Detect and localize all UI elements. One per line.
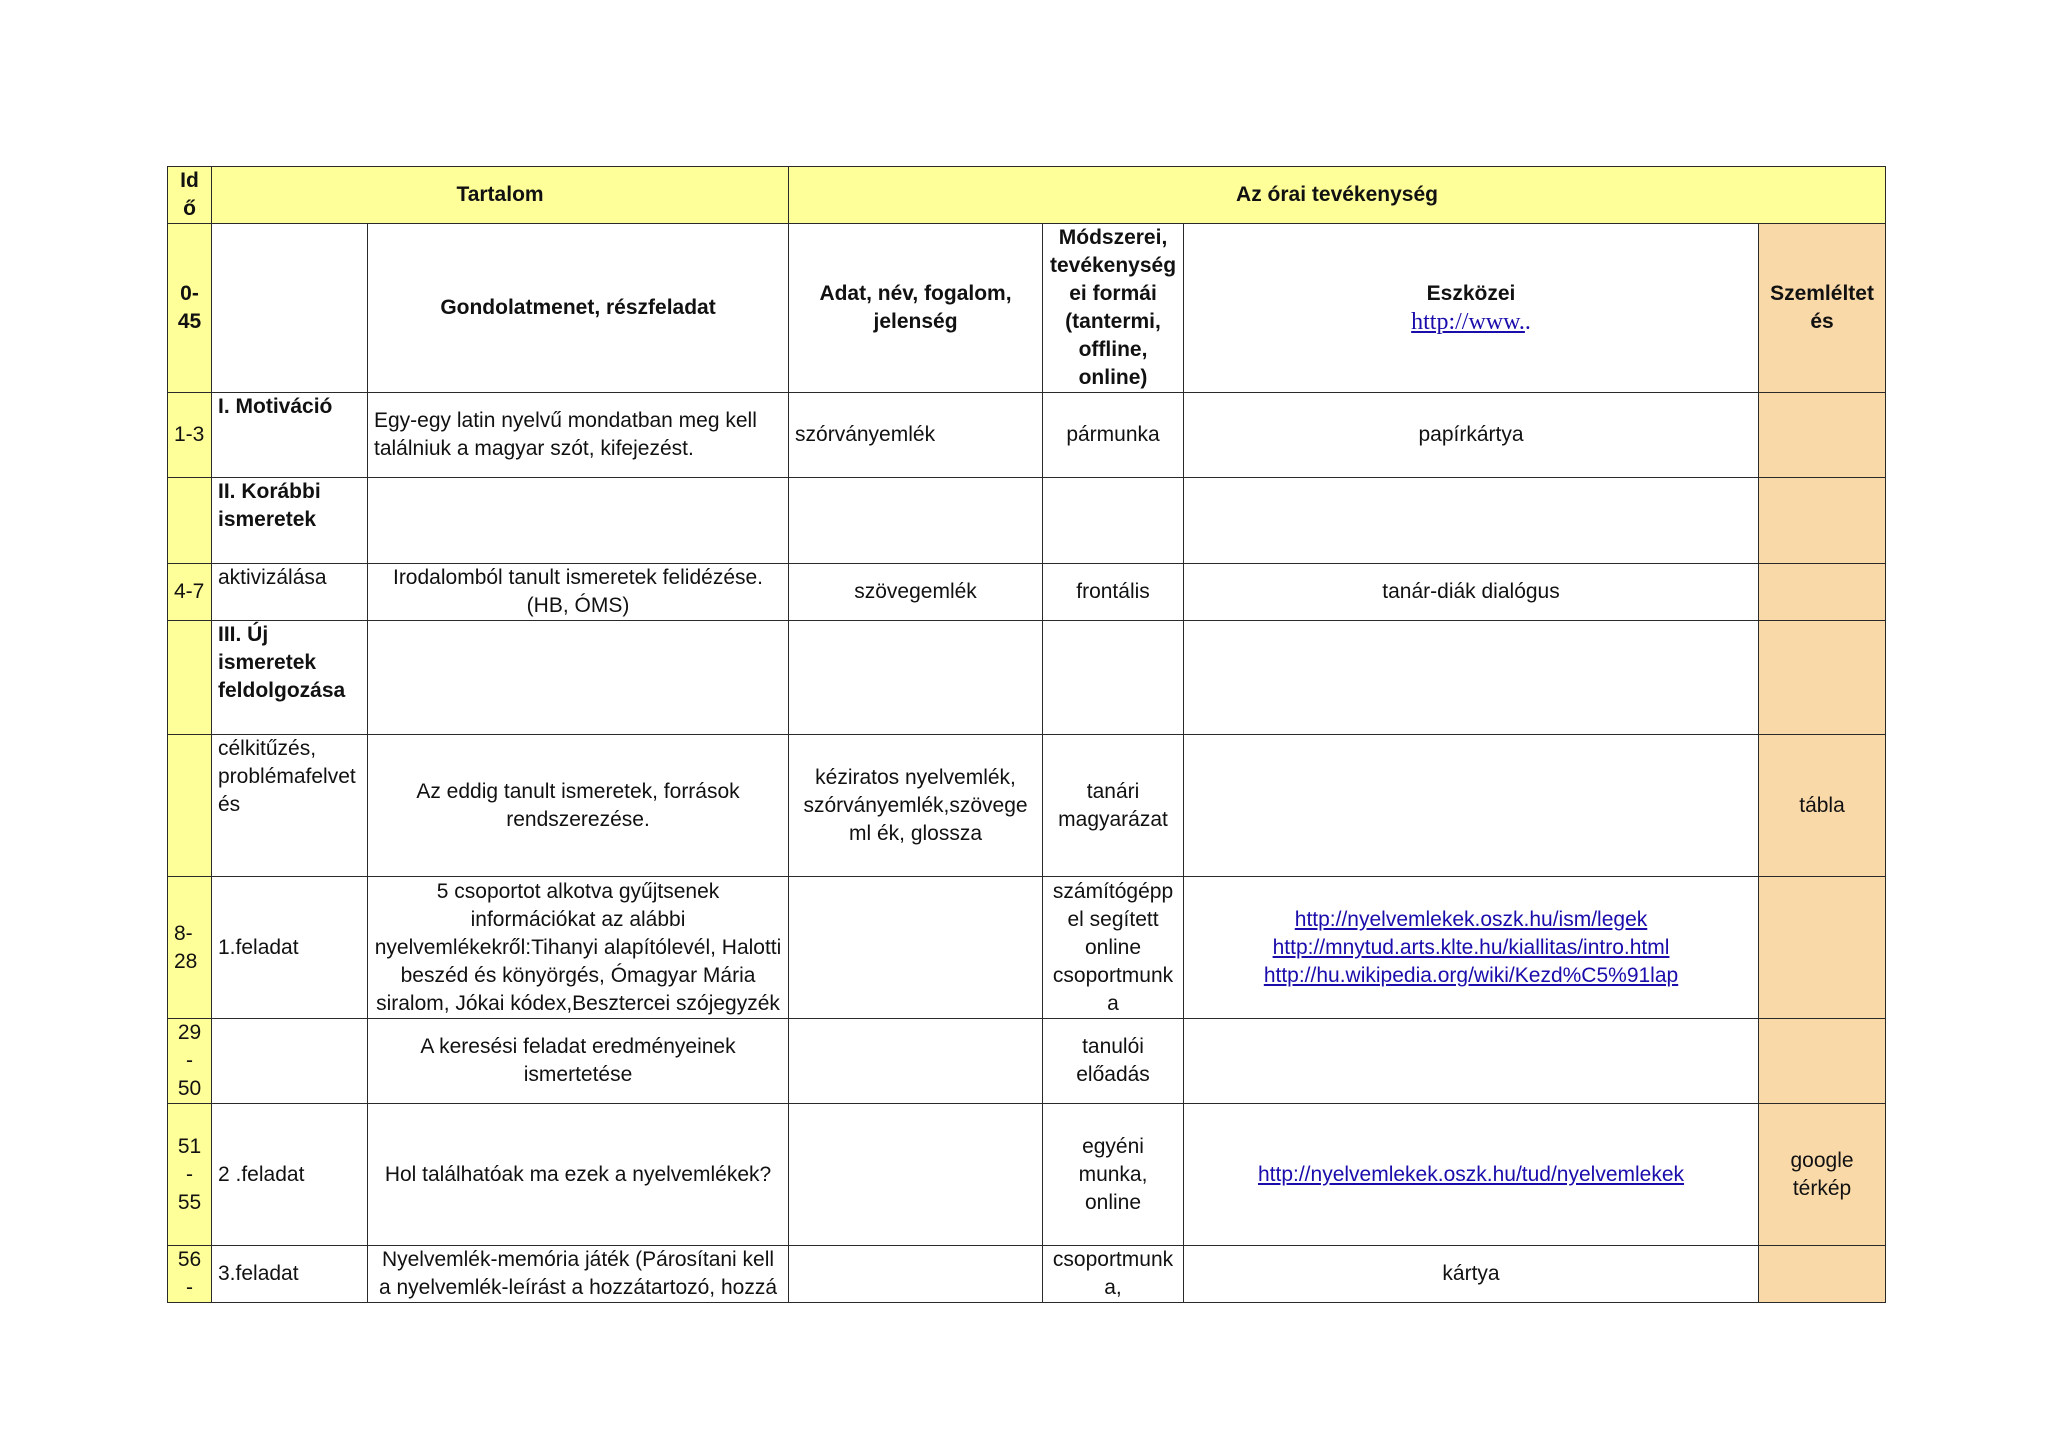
header-tartalom-label: Tartalom — [456, 183, 544, 206]
row-visual — [1759, 621, 1886, 735]
table-row — [168, 735, 1886, 877]
row-phase-value: aktivizálása — [218, 566, 327, 589]
header-ido-label: Id ő — [180, 169, 199, 220]
row-visual — [1759, 877, 1886, 1019]
row-phase-value: III. Új ismeretek feldolgozása — [218, 623, 346, 702]
header-thought — [368, 224, 789, 393]
row-time — [168, 621, 212, 735]
row-time-value: 8-28 — [174, 921, 198, 973]
header-tools-link[interactable]: http://www. — [1411, 308, 1525, 335]
row-visual — [1759, 1246, 1886, 1303]
row-method — [1043, 877, 1184, 1019]
table-row — [168, 1104, 1886, 1246]
header-ido — [168, 167, 212, 224]
row-time — [168, 564, 212, 621]
row-thought — [368, 621, 789, 735]
header-methods-label: Módszerei, tevékenység ei formái (tantermi, offline, online) — [1049, 226, 1177, 389]
row-time-value: 51 - 55 — [177, 1134, 202, 1214]
row-thought — [368, 1246, 789, 1303]
header-activity — [789, 167, 1886, 224]
row-method-value: tanári magyarázat — [1058, 779, 1168, 831]
table-row — [168, 1246, 1886, 1303]
row-time-value: 56 - — [177, 1248, 202, 1299]
row-time-value: 1-3 — [174, 423, 205, 446]
row-tool-value: kártya — [1442, 1262, 1500, 1285]
row-data — [789, 735, 1043, 877]
row-phase — [212, 564, 368, 621]
row-data — [789, 1104, 1043, 1246]
row-tool — [1184, 1104, 1759, 1246]
header-visual-label: Szemléltet és — [1770, 282, 1874, 333]
row-method-value: egyéni munka, online — [1078, 1134, 1148, 1214]
header-row-1 — [168, 167, 1886, 224]
row-data — [789, 1246, 1043, 1303]
row-thought — [368, 478, 789, 564]
row-phase — [212, 1019, 368, 1104]
header-visual — [1759, 224, 1886, 393]
row-visual — [1759, 478, 1886, 564]
row-tool — [1184, 735, 1759, 877]
row-phase-value: 2 .feladat — [218, 1162, 305, 1186]
row-visual — [1759, 1104, 1886, 1246]
header-data-label: Adat, név, fogalom, jelenség — [819, 282, 1012, 333]
row-time — [168, 1246, 212, 1303]
row-data-value: kéziratos nyelvemlék, szórványemlék,szövegeml ék, glossza — [803, 765, 1028, 845]
row-method — [1043, 621, 1184, 735]
table-row — [168, 393, 1886, 478]
row-time — [168, 1019, 212, 1104]
row-tool — [1184, 1246, 1759, 1303]
row-time-value: 4-7 — [174, 580, 205, 603]
row-method — [1043, 735, 1184, 877]
row-thought-value: Irodalomból tanult ismeretek felidézése. (HB, ÓMS) — [392, 566, 764, 617]
tool-link[interactable]: http://mnytud.arts.klte.hu/kiallitas/intro.html — [1272, 935, 1670, 959]
row-time — [168, 478, 212, 564]
header-tools-dot: . — [1524, 308, 1531, 335]
row-method — [1043, 393, 1184, 478]
row-data — [789, 393, 1043, 478]
header-row-2 — [168, 224, 1886, 393]
tool-link[interactable]: http://nyelvemlekek.oszk.hu/tud/nyelvemlekek — [1257, 1162, 1685, 1186]
row-method-value: csoportmunk a, — [1052, 1248, 1174, 1299]
row-time-value: 29 - 50 — [177, 1021, 202, 1100]
row-method — [1043, 564, 1184, 621]
row-thought — [368, 1019, 789, 1104]
header-tools-label: Eszközei — [1426, 281, 1516, 305]
row-phase — [212, 1246, 368, 1303]
row-visual-value: google térkép — [1790, 1148, 1854, 1200]
header-tartalom — [212, 167, 789, 224]
row-tool — [1184, 478, 1759, 564]
row-thought-value: A keresési feladat eredményeinek ismertetése — [420, 1035, 736, 1086]
row-thought — [368, 735, 789, 877]
row-visual — [1759, 393, 1886, 478]
row-tool — [1184, 1019, 1759, 1104]
header-time — [168, 224, 212, 393]
row-tool-value: papírkártya — [1418, 423, 1524, 446]
header-activity-label: Az órai tevékenység — [1236, 183, 1438, 206]
row-tool — [1184, 393, 1759, 478]
row-phase — [212, 478, 368, 564]
row-time — [168, 735, 212, 877]
header-phase-blank — [212, 224, 368, 393]
row-phase-value: 3.feladat — [218, 1262, 299, 1285]
row-data — [789, 1019, 1043, 1104]
tool-link[interactable]: http://nyelvemlekek.oszk.hu/ism/legek — [1294, 907, 1648, 931]
row-tool — [1184, 621, 1759, 735]
header-data — [789, 224, 1043, 393]
table-row — [168, 564, 1886, 621]
row-tool-value: tanár-diák dialógus — [1382, 580, 1560, 603]
table-row — [168, 621, 1886, 735]
row-thought-value: 5 csoportot alkotva gyűjtsenek információkat az alábbi nyelvemlékekről:Tihanyi alapítólevél, Halotti beszéd és könyörgés, Ómagyar Mária siralom, Jókai kódex,Besztercei szójegyzék — [374, 879, 782, 1015]
row-phase — [212, 1104, 368, 1246]
row-visual — [1759, 1019, 1886, 1104]
row-data-value: szövegemlék — [854, 580, 977, 603]
row-thought-value: Hol találhatóak ma ezek a nyelvemlékek? — [384, 1162, 772, 1186]
row-thought-value: Az eddig tanult ismeretek, források rendszerezése. — [416, 779, 740, 831]
row-thought — [368, 393, 789, 478]
tool-link[interactable]: http://hu.wikipedia.org/wiki/Kezd%C5%91lap — [1263, 963, 1679, 987]
row-data — [789, 564, 1043, 621]
row-visual-value: tábla — [1799, 793, 1845, 817]
row-phase-value: 1.feladat — [218, 935, 299, 959]
row-thought-value: Nyelvemlék-memória játék (Párosítani kell a nyelvemlék-leírást a hozzátartozó, hozzá — [378, 1248, 778, 1299]
row-phase — [212, 393, 368, 478]
table-row — [168, 877, 1886, 1019]
row-data — [789, 621, 1043, 735]
row-time — [168, 877, 212, 1019]
row-data — [789, 877, 1043, 1019]
row-thought — [368, 564, 789, 621]
header-thought-label: Gondolatmenet, részfeladat — [440, 296, 716, 319]
row-method — [1043, 1104, 1184, 1246]
row-phase — [212, 877, 368, 1019]
row-data — [789, 478, 1043, 564]
row-phase — [212, 735, 368, 877]
table-row — [168, 1019, 1886, 1104]
row-tool — [1184, 564, 1759, 621]
row-visual — [1759, 735, 1886, 877]
row-method — [1043, 478, 1184, 564]
row-time — [168, 393, 212, 478]
row-method-value: frontális — [1076, 580, 1150, 603]
row-phase-value: II. Korábbi ismeretek — [218, 480, 321, 531]
row-data-value: szórványemlék — [795, 423, 936, 446]
header-methods — [1043, 224, 1184, 393]
row-tool — [1184, 877, 1759, 1019]
row-visual — [1759, 564, 1886, 621]
row-method — [1043, 1246, 1184, 1303]
row-phase-value: I. Motiváció — [218, 395, 333, 418]
row-method-value: pármunka — [1066, 423, 1160, 446]
row-method-value: tanulói előadás — [1076, 1035, 1150, 1086]
row-phase-value: célkitűzés, problémafelvet és — [218, 737, 356, 816]
row-thought-value: Egy-egy latin nyelvű mondatban meg kell találniuk a magyar szót, kifejezést. — [374, 409, 757, 460]
row-thought — [368, 1104, 789, 1246]
lesson-plan-table — [167, 166, 1886, 1303]
header-time-label: 0-45 — [177, 282, 202, 333]
header-tools — [1184, 224, 1759, 393]
row-thought — [368, 877, 789, 1019]
table-row — [168, 478, 1886, 564]
row-time — [168, 1104, 212, 1246]
row-method — [1043, 1019, 1184, 1104]
row-method-value: számítógépp el segített online csoportmunk a — [1052, 879, 1174, 1015]
row-phase — [212, 621, 368, 735]
